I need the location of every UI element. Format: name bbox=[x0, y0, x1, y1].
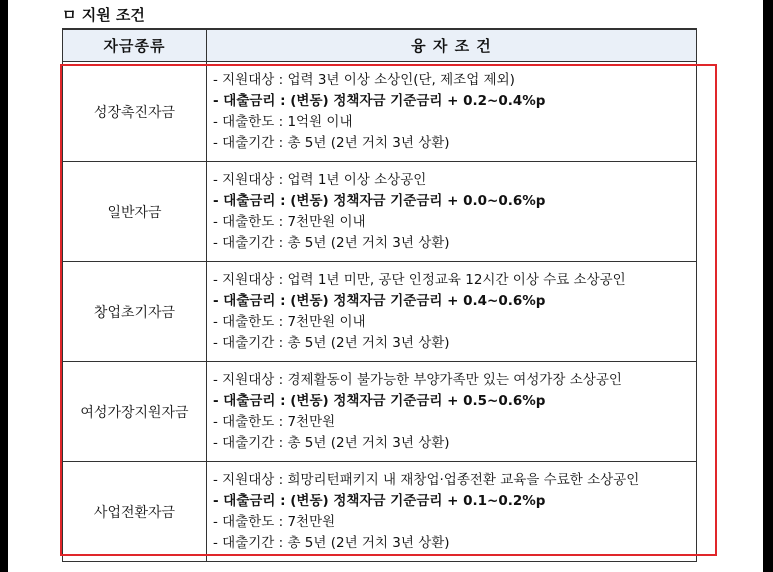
condition-period: - 대출기간 : 총 5년 (2년 거치 3년 상환) bbox=[213, 334, 450, 351]
condition-period: - 대출기간 : 총 5년 (2년 거치 3년 상환) bbox=[213, 434, 450, 451]
fund-type-cell: 창업초기자금 bbox=[63, 262, 207, 362]
condition-target: - 지원대상 : 업력 1년 이상 소상공인 bbox=[213, 171, 427, 188]
fund-type-cell: 사업전환자금 bbox=[63, 462, 207, 562]
condition-limit: - 대출한도 : 1억원 이내 bbox=[213, 113, 353, 130]
condition-rate: - 대출금리 : (변동) 정책자금 기준금리 + 0.1~0.2%p bbox=[213, 492, 546, 509]
condition-target: - 지원대상 : 업력 1년 미만, 공단 인정교육 12시간 이상 수료 소상공인 bbox=[213, 271, 626, 288]
conditions-cell bbox=[207, 462, 697, 562]
document-page bbox=[8, 0, 763, 572]
table-row bbox=[63, 462, 697, 562]
table-row bbox=[63, 62, 697, 162]
support-conditions-table bbox=[62, 28, 697, 562]
table-row bbox=[63, 362, 697, 462]
condition-period: - 대출기간 : 총 5년 (2년 거치 3년 상환) bbox=[213, 534, 450, 551]
condition-rate: - 대출금리 : (변동) 정책자금 기준금리 + 0.5~0.6%p bbox=[213, 392, 546, 409]
fund-type-cell: 일반자금 bbox=[63, 162, 207, 262]
condition-period: - 대출기간 : 총 5년 (2년 거치 3년 상환) bbox=[213, 234, 450, 251]
header-loan-conditions: 융 자 조 건 bbox=[207, 29, 697, 62]
conditions-cell bbox=[207, 62, 697, 162]
condition-period: - 대출기간 : 총 5년 (2년 거치 3년 상환) bbox=[213, 134, 450, 151]
condition-limit: - 대출한도 : 7천만원 bbox=[213, 513, 336, 530]
conditions-cell bbox=[207, 262, 697, 362]
condition-target: - 지원대상 : 희망리턴패키지 내 재창업·업종전환 교육을 수료한 소상공인 bbox=[213, 471, 640, 488]
table-row bbox=[63, 162, 697, 262]
condition-rate: - 대출금리 : (변동) 정책자금 기준금리 + 0.4~0.6%p bbox=[213, 292, 546, 309]
fund-type-cell: 성장촉진자금 bbox=[63, 62, 207, 162]
condition-target: - 지원대상 : 경제활동이 불가능한 부양가족만 있는 여성가장 소상공인 bbox=[213, 371, 622, 388]
section-heading: ㅁ 지원 조건 bbox=[62, 6, 145, 24]
conditions-cell bbox=[207, 162, 697, 262]
table-header-row bbox=[63, 29, 697, 62]
condition-rate: - 대출금리 : (변동) 정책자금 기준금리 + 0.0~0.6%p bbox=[213, 192, 546, 209]
conditions-cell bbox=[207, 362, 697, 462]
table-row bbox=[63, 262, 697, 362]
condition-limit: - 대출한도 : 7천만원 이내 bbox=[213, 313, 366, 330]
condition-target: - 지원대상 : 업력 3년 이상 소상인(단, 제조업 제외) bbox=[213, 71, 515, 88]
header-fund-type: 자금종류 bbox=[63, 29, 207, 62]
condition-rate: - 대출금리 : (변동) 정책자금 기준금리 + 0.2~0.4%p bbox=[213, 92, 546, 109]
condition-limit: - 대출한도 : 7천만원 이내 bbox=[213, 213, 366, 230]
condition-limit: - 대출한도 : 7천만원 bbox=[213, 413, 336, 430]
fund-type-cell: 여성가장지원자금 bbox=[63, 362, 207, 462]
